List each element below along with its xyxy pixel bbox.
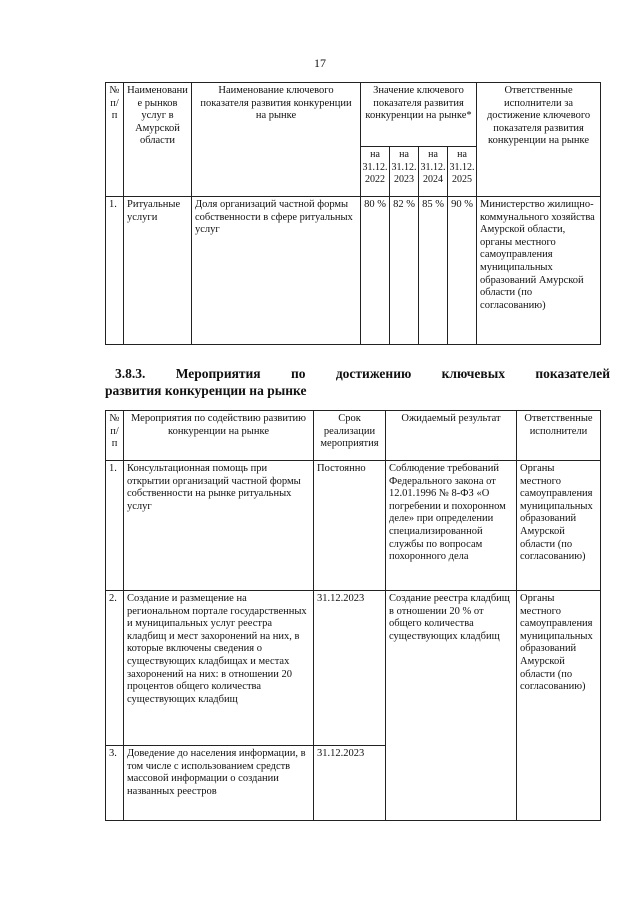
cell-value-2022: 80 % bbox=[361, 197, 390, 345]
table-row bbox=[106, 461, 601, 591]
cell-measure: Создание и размещение на региональном портале государственных и муниципальных услуг реестра кладбищ и мест захоронений на них, в которые включены сведения о существующих кладбищах и местах захоронений на них: в отношении 20 процентов общего количества существующих кладбищ bbox=[124, 591, 314, 746]
section-word: достижению bbox=[335, 366, 412, 381]
section-heading bbox=[105, 365, 610, 399]
cell-num: 1. bbox=[106, 461, 124, 591]
section-word: ключевых bbox=[441, 366, 505, 381]
cell-num: 2. bbox=[106, 591, 124, 746]
header-deadline: Срок реализации мероприятия bbox=[314, 411, 386, 461]
cell-deadline: 31.12.2023 bbox=[314, 746, 386, 821]
header-num: № п/п bbox=[106, 411, 124, 461]
cell-value-2025: 90 % bbox=[448, 197, 477, 345]
cell-responsible: Министерство жилищно-коммунального хозяйства Амурской области, органы местного самоуправления муниципальных образований Амурской области (по согласованию) bbox=[477, 197, 601, 345]
cell-indicator: Доля организаций частной формы собственности в сфере ритуальных услуг bbox=[192, 197, 361, 345]
cell-market: Ритуальные услуги bbox=[124, 197, 192, 345]
header-responsible: Ответственные исполнители bbox=[517, 411, 601, 461]
cell-result: Создание реестра кладбищ в отношении 20 % от общего количества существующих кладбищ bbox=[386, 591, 517, 821]
cell-num: 1. bbox=[106, 197, 124, 345]
header-result: Ожидаемый результат bbox=[386, 411, 517, 461]
section-number: 3.8.3. bbox=[115, 366, 146, 381]
header-value: Значение ключевого показателя развития конкуренции на рынке* bbox=[361, 83, 477, 147]
cell-responsible: Органы местного самоуправления муниципальных образований Амурской области (по согласованию) bbox=[517, 591, 601, 821]
cell-num: 3. bbox=[106, 746, 124, 821]
header-markets: Наименовани е рынков услуг в Амурской области bbox=[124, 83, 192, 197]
indicator-table bbox=[105, 82, 601, 345]
table-row bbox=[106, 591, 601, 746]
header-responsible: Ответственные исполнители за достижение ключевого показателя развития конкуренции на рынке bbox=[477, 83, 601, 197]
cell-deadline: 31.12.2023 bbox=[314, 591, 386, 746]
section-heading-line2: развития конкуренции на рынке bbox=[105, 383, 307, 398]
header-year-2024: на 31.12. 2024 bbox=[419, 147, 448, 197]
section-word: Мероприятия bbox=[175, 366, 261, 381]
header-num: № п/п bbox=[106, 83, 124, 197]
header-year-2023: на 31.12. 2023 bbox=[390, 147, 419, 197]
page-number: 17 bbox=[314, 56, 326, 70]
cell-measure: Доведение до населения информации, в том числе с использованием средств массовой информации о создании названных реестров bbox=[124, 746, 314, 821]
section-word: показателей bbox=[535, 366, 610, 381]
header-year-2025: на 31.12. 2025 bbox=[448, 147, 477, 197]
cell-value-2023: 82 % bbox=[390, 197, 419, 345]
table-row bbox=[106, 197, 601, 345]
cell-deadline: Постоянно bbox=[314, 461, 386, 591]
header-indicator: Наименование ключевого показателя развития конкуренции на рынке bbox=[192, 83, 361, 197]
header-measures: Мероприятия по содействию развитию конкуренции на рынке bbox=[124, 411, 314, 461]
cell-responsible: Органы местного самоуправления муниципальных образований Амурской области (по согласованию) bbox=[517, 461, 601, 591]
header-year-2022: на 31.12. 2022 bbox=[361, 147, 390, 197]
cell-value-2024: 85 % bbox=[419, 197, 448, 345]
measures-table bbox=[105, 410, 601, 821]
cell-result: Соблюдение требований Федерального закона от 12.01.1996 № 8-ФЗ «О погребении и похоронном деле» при определении специализированной службы по вопросам похоронного дела bbox=[386, 461, 517, 591]
cell-measure: Консультационная помощь при открытии организаций частной формы собственности на рынке ритуальных услуг bbox=[124, 461, 314, 591]
section-word: по bbox=[290, 366, 306, 381]
